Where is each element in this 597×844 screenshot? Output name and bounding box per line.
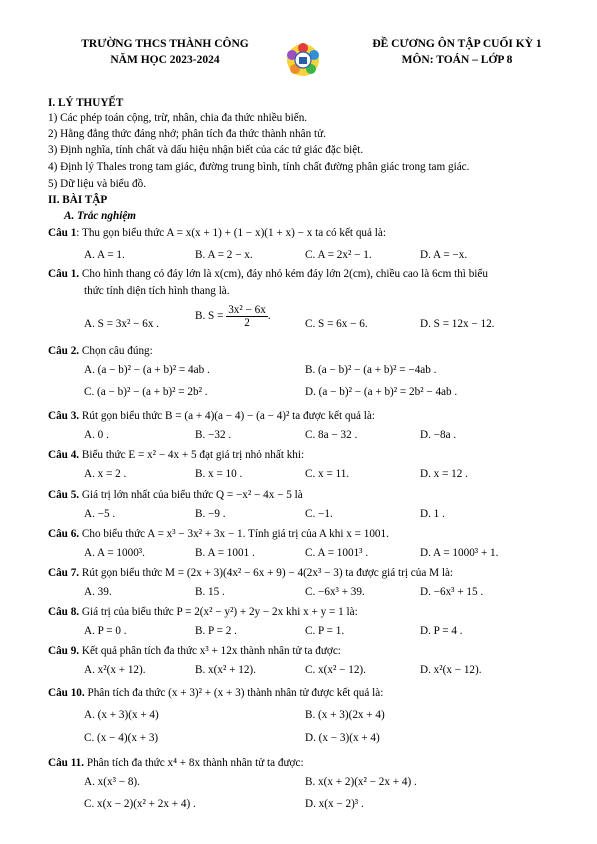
question-text: Cho biểu thức A = x³ − 3x² + 3x − 1. Tính giá trị của A khi x = 1001.	[79, 528, 389, 540]
question-text-cont: thức tính diện tích hình thang là.	[84, 285, 230, 297]
option-a: A. −5 .	[84, 508, 116, 520]
question-text: Phân tích đa thức x⁴ + 8x thành nhân tử ta được:	[84, 757, 304, 769]
option-c: C. −6x³ + 39.	[305, 586, 365, 598]
question-text: Kết quả phân tích đa thức x³ + 12x thành nhân tử ta được:	[79, 645, 341, 657]
option-b: B. −9 .	[195, 508, 226, 520]
question	[48, 756, 304, 770]
option-d: D. (x − 3)(x + 4)	[305, 732, 380, 744]
question-label: Câu 11.	[48, 757, 85, 769]
option-b: B. x = 10 .	[195, 468, 243, 480]
option-b: B. (a − b)² − (a + b)² = −4ab .	[305, 364, 437, 376]
school-year: NĂM HỌC 2023-2024	[110, 54, 220, 66]
question	[48, 488, 303, 502]
option-c: C. A = 2x² − 1.	[305, 249, 372, 261]
option-a: A. (x + 3)(x + 4)	[84, 709, 159, 721]
question-label: Câu 2.	[48, 345, 80, 357]
option-c: C. (x − 4)(x + 3)	[84, 732, 159, 744]
option-d: D. A = −x.	[420, 249, 468, 261]
question	[48, 344, 153, 358]
question	[48, 527, 389, 541]
option-a: A. (a − b)² − (a + b)² = 4ab .	[84, 364, 210, 376]
option-b: B. P = 2 .	[195, 625, 237, 637]
option-d: D. A = 1000³ + 1.	[420, 547, 499, 559]
theory-item: 2) Hằng đẳng thức đáng nhớ; phân tích đa thức thành nhân tử.	[48, 128, 326, 140]
question-text: Giá trị của biểu thức P = 2(x² − y²) + 2y − 2x khi x + y = 1 là:	[79, 606, 358, 618]
question-label: Câu 8.	[48, 606, 80, 618]
question-text: : Thu gọn biểu thức A = x(x + 1) + (1 − x)(1 + x) − x ta có kết quả là:	[76, 227, 386, 239]
option-a: A. 39.	[84, 586, 112, 598]
option-b: B. 15 .	[195, 586, 225, 598]
option-d: D. x(x − 2)³ .	[305, 798, 364, 810]
question-label: Câu 6.	[48, 528, 80, 540]
fraction-denominator: 2	[244, 317, 250, 329]
question-text: Biểu thức E = x² − 4x + 5 đạt giá trị nhỏ nhất khi:	[79, 449, 305, 461]
subject: MÔN: TOÁN – LỚP 8	[401, 54, 513, 66]
option-c: C. x(x² − 12).	[305, 664, 366, 676]
option-b: B. (x + 3)(2x + 4)	[305, 709, 385, 721]
option-c: C. −1.	[305, 508, 333, 520]
school-name: TRƯỜNG THCS THÀNH CÔNG	[81, 38, 249, 50]
question-text: Phân tích đa thức (x + 3)² + (x + 3) thành nhân tử được kết quả là:	[84, 687, 384, 699]
option-c: C. x(x − 2)(x² + 2x + 4) .	[84, 798, 196, 810]
option-b: B. S = $\frac{\text{3x² − 6x}}{2}$ .	[195, 304, 271, 329]
option-b: B. x(x² + 12).	[195, 664, 256, 676]
question-text: Rút gọn biểu thức M = (2x + 3)(4x² − 6x + 9) − 4(2x³ − 3) ta được giá trị của M là:	[79, 567, 454, 579]
option-b: B. A = 2 − x.	[195, 249, 253, 261]
question-label: Câu 3.	[48, 410, 80, 422]
question-label: Câu 4.	[48, 449, 80, 461]
theory-item: 3) Định nghĩa, tính chất và dấu hiệu nhận biết của các tứ giác đặc biệt.	[48, 144, 364, 156]
question-label: Câu 7.	[48, 567, 80, 579]
question-label: Câu 10.	[48, 687, 85, 699]
option-a: A. S = 3x² − 6x .	[84, 318, 160, 330]
option-d: D. −6x³ + 15 .	[420, 586, 484, 598]
question	[48, 644, 341, 658]
exercises-heading: II. BÀI TẬP	[48, 194, 108, 206]
option-c: C. x = 11.	[305, 468, 350, 480]
question	[48, 605, 358, 619]
option-b-prefix: B. S =	[195, 310, 224, 323]
doc-title: ĐỀ CƯƠNG ÔN TẬP CUỐI KỲ 1	[372, 38, 542, 50]
option-b: B. −32 .	[195, 429, 232, 441]
option-a: A. A = 1.	[84, 249, 125, 261]
theory-heading: I. LÝ THUYẾT	[48, 97, 124, 109]
option-d: D. (a − b)² − (a + b)² = 2b² − 4ab .	[305, 386, 458, 398]
option-c: C. 8a − 32 .	[305, 429, 358, 441]
question-text: Giá trị lớn nhất của biểu thức Q = −x² − 4x − 5 là	[79, 489, 303, 501]
theory-item: 5) Dữ liệu và biểu đồ.	[48, 178, 147, 190]
option-c: C. (a − b)² − (a + b)² = 2b² .	[84, 386, 208, 398]
option-c: C. A = 1001³ .	[305, 547, 369, 559]
school-logo-icon	[285, 42, 321, 78]
question	[48, 409, 375, 423]
header-left	[50, 36, 280, 68]
fraction-numerator: 3x² − 6x	[228, 304, 266, 316]
question-text: Chọn câu đúng:	[79, 345, 153, 357]
fraction	[226, 304, 268, 329]
option-a: A. x = 2 .	[84, 468, 127, 480]
option-c: C. P = 1.	[305, 625, 345, 637]
header-right	[342, 36, 572, 68]
question-text: Cho hình thang có đáy lớn là x(cm), đáy nhỏ kém đáy lớn 2(cm), chiều cao là 6cm thì biểu	[79, 268, 488, 280]
question-label: Câu 9.	[48, 645, 80, 657]
option-d: D. 1 .	[420, 508, 445, 520]
option-d: D. −8a .	[420, 429, 457, 441]
option-d: D. x²(x − 12).	[420, 664, 482, 676]
option-a: A. 0 .	[84, 429, 109, 441]
option-d: D. x = 12 .	[420, 468, 468, 480]
exercises-subheading: A. Trắc nghiệm	[64, 210, 136, 222]
question	[48, 226, 386, 240]
option-a: A. P = 0 .	[84, 625, 127, 637]
theory-item: 1) Các phép toán cộng, trừ, nhân, chia đa thức nhiều biến.	[48, 112, 308, 124]
option-c: C. S = 6x − 6.	[305, 318, 368, 330]
option-a: A. A = 1000³.	[84, 547, 145, 559]
question-label: Câu 1	[48, 227, 77, 239]
question	[48, 448, 304, 462]
question-label: Câu 5.	[48, 489, 80, 501]
option-b: B. x(x + 2)(x² − 2x + 4) .	[305, 776, 417, 788]
option-a: A. x²(x + 12).	[84, 664, 146, 676]
question	[48, 566, 453, 580]
question	[48, 686, 383, 700]
option-b: B. A = 1001 .	[195, 547, 255, 559]
option-d: D. P = 4 .	[420, 625, 463, 637]
question-text: Rút gọn biểu thức B = (a + 4)(a − 4) − (a − 4)² ta được kết quả là:	[79, 410, 375, 422]
option-d: D. S = 12x − 12.	[420, 318, 495, 330]
theory-item: 4) Định lý Thales trong tam giác, đường trung bình, tính chất đường phân giác trong tam giác.	[48, 161, 470, 173]
option-a: A. x(x³ − 8).	[84, 776, 140, 788]
question	[48, 267, 488, 281]
question-label: Câu 1.	[48, 268, 80, 280]
